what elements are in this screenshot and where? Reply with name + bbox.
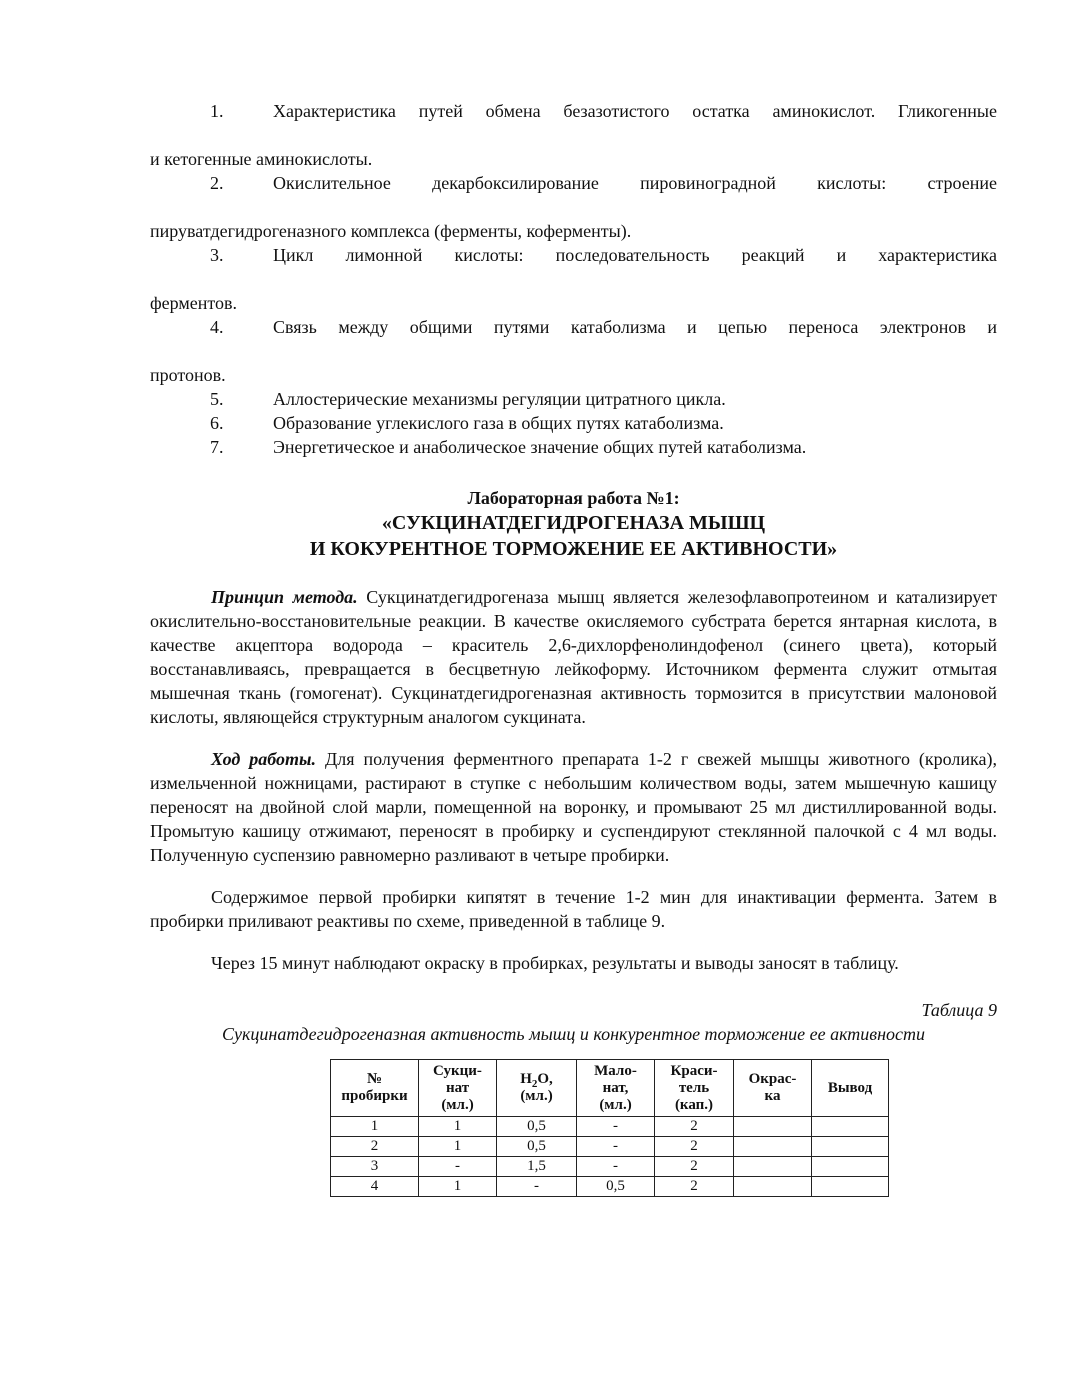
procedure-paragraph <box>150 747 997 867</box>
header-color: Окрас- ка <box>734 1060 812 1117</box>
table-cell <box>812 1117 889 1137</box>
list-item-continuation: пируватдегидрогеназного комплекса (ферменты, коферменты). <box>150 221 632 241</box>
boiling-paragraph: Содержимое первой пробирки кипятят в течение 1-2 мин для инактивации фермента. Затем в пробирки приливают реактивы по схеме, приведенной в таблице 9. <box>150 887 997 931</box>
table-cell: 1,5 <box>497 1157 577 1177</box>
list-item <box>150 435 997 459</box>
list-item <box>150 243 997 291</box>
table-cell: 2 <box>655 1157 734 1177</box>
table-cell <box>734 1177 812 1197</box>
principle-label: Принцип метода. <box>211 587 358 607</box>
table-cell: - <box>577 1137 655 1157</box>
observation-paragraph: Через 15 минут наблюдают окраску в пробирках, результаты и выводы заносят в таблицу. <box>211 953 899 973</box>
table-cell: - <box>577 1157 655 1177</box>
table-row <box>331 1117 889 1137</box>
question-list <box>150 99 997 459</box>
list-item-text: Характеристика путей обмена безазотистого остатка аминокислот. Гликогенные <box>273 101 997 121</box>
procedure-text: Для получения ферментного препарата 1-2 г свежей мышцы животного (кролика), измельченной ножницами, растирают в ступке с небольшим количеством воды, затем мышечную кашицу переносят на двойной слой марли, помещенной на воронку, и промывают 25 мл дистиллированной воды. Промытую кашицу отжимают, переносят в пробирку и суспендируют стеклянной палочкой с 4 мл воды. Полученную суспензию равномерно разливают в четыре пробирки. <box>150 749 998 865</box>
list-item-text: Энергетическое и анаболическое значение общих путей катаболизма. <box>273 437 807 457</box>
list-item-number: 5. <box>210 389 224 409</box>
table-cell: 1 <box>419 1137 497 1157</box>
table-caption: Таблица 9 <box>921 1000 997 1020</box>
list-item-continuation: протонов. <box>150 365 226 385</box>
list-item-text: Окислительное декарбоксилирование пировиноградной кислоты: строение <box>273 173 997 193</box>
principle-text: Сукцинатдегидрогеназа мышц является железофлавопротеином и катализирует окислительно-восстановительные реакции. В качестве окисляемого субстрата берется янтарная кислота, в качестве акцептора водорода – краситель 2,6-дихлорфенолиндофенол (синего цвета), который восстанавливаясь, превращается в бесцветную лейкоформу. Источником фермента служит отмытая мышечная ткань (гомогенат). Сукцинатдегидрогеназная активность тормозится в присутствии малоновой кислоты, являющейся структурным аналогом сукцината. <box>150 587 997 727</box>
table-cell <box>734 1157 812 1177</box>
table-cell <box>812 1157 889 1177</box>
procedure-label: Ход работы. <box>211 749 317 769</box>
table-cell: - <box>419 1157 497 1177</box>
list-item <box>150 315 997 363</box>
table-cell: 1 <box>331 1117 419 1137</box>
principle-paragraph <box>150 585 997 729</box>
table-cell <box>812 1177 889 1197</box>
table-cell <box>734 1117 812 1137</box>
list-item-text: Аллостерические механизмы регуляции цитратного цикла. <box>273 389 726 409</box>
list-item-text: Образование углекислого газа в общих путях катаболизма. <box>273 413 724 433</box>
table-cell: 1 <box>419 1177 497 1197</box>
table-cell: 2 <box>331 1137 419 1157</box>
header-conclusion: Вывод <box>812 1060 889 1117</box>
table-cell: - <box>497 1177 577 1197</box>
table-cell: - <box>577 1117 655 1137</box>
header-dye: Краси- тель (кап.) <box>655 1060 734 1117</box>
list-item-number: 6. <box>210 413 224 433</box>
table-cell: 2 <box>655 1177 734 1197</box>
page-content <box>150 99 997 1197</box>
list-item-continuation: ферментов. <box>150 293 238 313</box>
lab-subtitle-line1: «СУКЦИНАТДЕГИДРОГЕНАЗА МЫШЦ <box>381 512 766 534</box>
list-item-continuation: и кетогенные аминокислоты. <box>150 149 373 169</box>
table-cell: 4 <box>331 1177 419 1197</box>
table-cell: 1 <box>419 1117 497 1137</box>
table-cell: 0,5 <box>497 1137 577 1157</box>
list-item <box>150 99 997 147</box>
table-cell <box>812 1137 889 1157</box>
table-cell: 3 <box>331 1157 419 1177</box>
table-row <box>331 1177 889 1197</box>
table-header-row <box>331 1060 889 1117</box>
table-cell: 0,5 <box>497 1117 577 1137</box>
table-title: Сукцинатдегидрогеназная активность мышц и конкурентное торможение ее активности <box>221 1024 926 1044</box>
lab-title: Лабораторная работа №1: <box>467 488 680 508</box>
list-item-number: 2. <box>210 173 224 193</box>
list-item-number: 1. <box>210 101 224 121</box>
table-row <box>331 1137 889 1157</box>
list-item <box>150 387 997 411</box>
table-cell <box>734 1137 812 1157</box>
results-table <box>330 1059 889 1197</box>
list-item-text: Связь между общими путями катаболизма и цепью переноса электронов и <box>273 317 997 337</box>
table-cell: 2 <box>655 1117 734 1137</box>
list-item <box>150 411 997 435</box>
list-item-number: 7. <box>210 437 224 457</box>
table-row <box>331 1157 889 1177</box>
list-item <box>150 171 997 219</box>
header-succinate: Сукци- нат (мл.) <box>419 1060 497 1117</box>
header-malonate: Мало- нат, (мл.) <box>577 1060 655 1117</box>
table-cell: 0,5 <box>577 1177 655 1197</box>
list-item-number: 3. <box>210 245 224 265</box>
table-cell: 2 <box>655 1137 734 1157</box>
header-tube-number: № пробирки <box>331 1060 419 1117</box>
list-item-number: 4. <box>210 317 224 337</box>
header-water: $H_2O$, (мл.) <box>497 1060 577 1117</box>
list-item-text: Цикл лимонной кислоты: последовательность реакций и характеристика <box>273 245 997 265</box>
lab-subtitle-line2: И КОКУРЕНТНОЕ ТОРМОЖЕНИЕ ЕЕ АКТИВНОСТИ» <box>309 538 838 560</box>
